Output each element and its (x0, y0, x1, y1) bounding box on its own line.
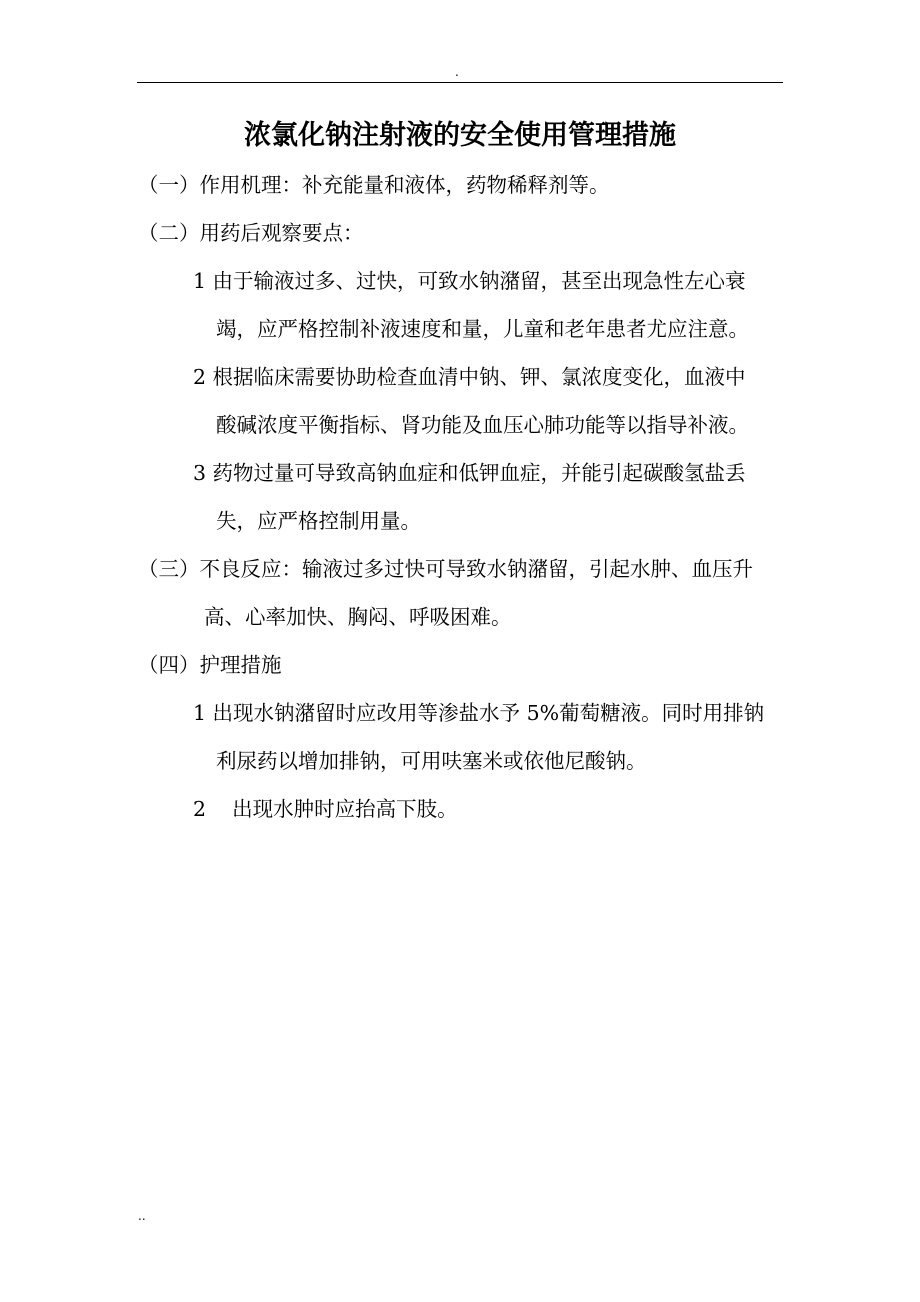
section-1-heading: （一）作用机理：补充能量和液体，药物稀释剂等。 (138, 173, 610, 197)
section-2-item-3-line-1: 3 药物过量可导致高钠血症和低钾血症，并能引起碳酸氢盐丢 (193, 461, 746, 485)
section-2-heading: （二）用药后观察要点： (138, 221, 364, 245)
section-2-item-3-line-2: 失，应严格控制用量。 (216, 509, 421, 533)
footer-mark: .. (138, 1209, 146, 1223)
header-rule (137, 82, 783, 83)
section-4-item-1-line-1: 1 出现水钠潴留时应改用等渗盐水予 5%葡萄糖液。同时用排钠 (193, 701, 765, 725)
section-2-item-1-line-2: 竭，应严格控制补液速度和量，儿童和老年患者尤应注意。 (216, 317, 749, 341)
section-3-heading-line-2: 高、心率加快、胸闷、呼吸困难。 (204, 605, 512, 629)
page-title: 浓氯化钠注射液的安全使用管理措施 (244, 120, 676, 151)
section-4-heading: （四）护理措施 (138, 653, 282, 677)
section-2-item-2-line-1: 2 根据临床需要协助检查血清中钠、钾、氯浓度变化，血液中 (193, 365, 746, 389)
header-mark: . (455, 65, 459, 79)
section-3-heading-line-1: （三）不良反应：输液过多过快可导致水钠潴留，引起水肿、血压升 (138, 557, 753, 581)
section-4-item-1-line-2: 利尿药以增加排钠，可用呋塞米或依他尼酸钠。 (216, 749, 647, 773)
section-4-item-2-line-1: 2 出现水肿时应抬高下肢。 (193, 797, 458, 821)
section-2-item-2-line-2: 酸碱浓度平衡指标、肾功能及血压心肺功能等以指导补液。 (216, 413, 749, 437)
section-2-item-1-line-1: 1 由于输液过多、过快，可致水钠潴留，甚至出现急性左心衰 (193, 269, 746, 293)
